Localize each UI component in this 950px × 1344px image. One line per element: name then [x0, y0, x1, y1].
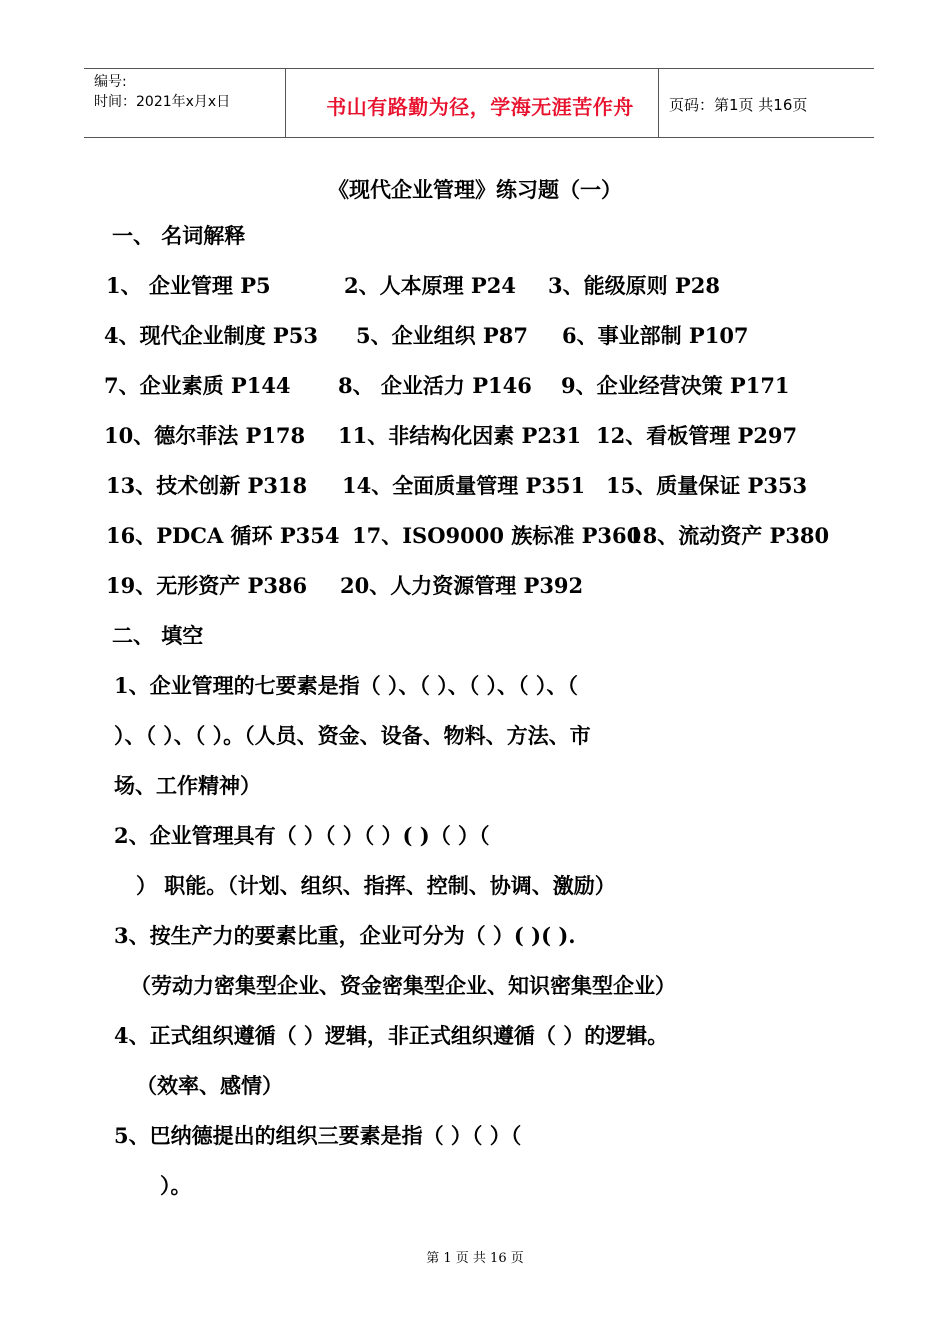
header-motto: 书山有路勤为径，学海无涯苦作舟 [326, 95, 634, 119]
header-page: 页码：第1页 共16页 [669, 96, 808, 114]
section-heading: 一、 名词解释 [112, 223, 246, 248]
question-line: ）。 [160, 1173, 192, 1198]
term-item: 19、无形资产 P386 [106, 573, 308, 598]
term-item: 18、流动资产 P380 [628, 523, 830, 548]
term-item: 11、非结构化因素 P231 [338, 423, 582, 448]
question-line: 场、工作精神） [114, 773, 261, 798]
question-line: （劳动力密集型企业、资金密集型企业、知识密集型企业） [130, 973, 676, 998]
question-line: ）、（ ）、（ ）。（人员、资金、设备、物料、方法、市 [114, 723, 591, 748]
header-number: 编号: [94, 74, 127, 90]
term-item: 13、技术创新 P318 [106, 473, 308, 498]
header-time: 时间：2021年x月x日 [94, 94, 231, 110]
header-meta [94, 72, 230, 112]
term-item: 8、 企业活力 P146 [338, 373, 532, 398]
term-item: 12、看板管理 P297 [596, 423, 798, 448]
term-item: 5、企业组织 P87 [356, 323, 528, 348]
term-item: 15、质量保证 P353 [606, 473, 808, 498]
question-line: ） 职能。（计划、组织、指挥、控制、协调、激励） [136, 873, 616, 898]
question-line: 2、企业管理具有（ ）（ ）（ ）( )（ ）（ [114, 823, 490, 848]
term-item: 9、企业经营决策 P171 [561, 373, 790, 398]
document-title: 《现代企业管理》练习题（一） [328, 177, 622, 202]
question-line: 1、企业管理的七要素是指（ ）、（ ）、（ ）、（ ）、（ [114, 673, 578, 698]
page-footer: 第 1 页 共 16 页 [426, 1251, 524, 1266]
term-item: 7、企业素质 P144 [104, 373, 291, 398]
term-item: 20、人力资源管理 P392 [340, 573, 584, 598]
question-line: 4、正式组织遵循（ ）逻辑，非正式组织遵循（ ）的逻辑。 [114, 1023, 669, 1048]
header-divider [285, 69, 286, 137]
term-item: 6、事业部制 P107 [562, 323, 749, 348]
section-heading: 二、 填空 [112, 623, 204, 648]
term-item: 3、能级原则 P28 [548, 273, 720, 298]
term-item: 17、ISO9000 族标准 P360 [352, 523, 642, 548]
term-item: 2、人本原理 P24 [344, 273, 516, 298]
term-item: 4、现代企业制度 P53 [104, 323, 318, 348]
question-line: （效率、感情） [136, 1073, 283, 1098]
term-item: 10、德尔菲法 P178 [104, 423, 306, 448]
term-item: 14、全面质量管理 P351 [342, 473, 586, 498]
term-item: 1、 企业管理 P5 [106, 273, 271, 298]
document-header [84, 68, 874, 138]
header-divider [658, 69, 659, 137]
question-line: 3、按生产力的要素比重，企业可分为（ ）( )( ). [114, 923, 576, 948]
term-item: 16、PDCA 循环 P354 [106, 523, 340, 548]
question-line: 5、巴纳德提出的组织三要素是指（ ）（ ）（ [114, 1123, 522, 1148]
